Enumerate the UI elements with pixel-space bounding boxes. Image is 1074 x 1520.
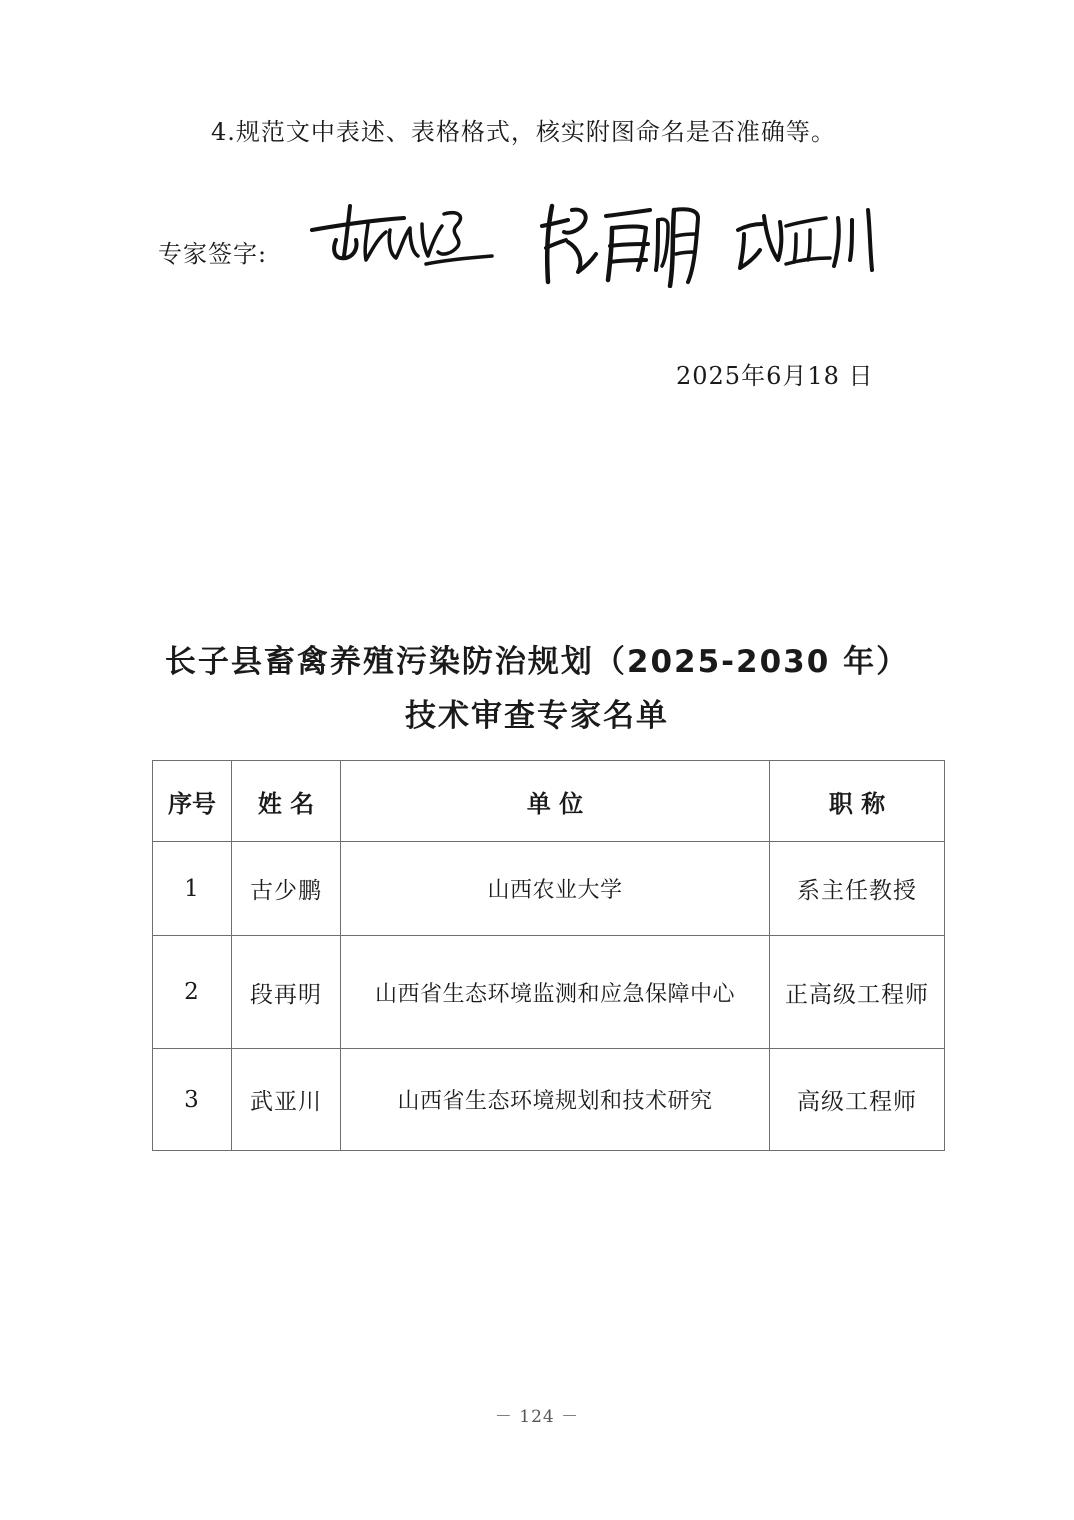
review-item-4: 4.规范文中表述、表格格式，核实附图命名是否准确等。 (211, 118, 836, 146)
cell-title: 高级工程师 (770, 1049, 945, 1151)
header-unit: 单 位 (341, 761, 770, 842)
cell-seq: 2 (153, 936, 232, 1049)
header-title: 职 称 (770, 761, 945, 842)
cell-seq: 3 (153, 1049, 232, 1151)
signature-1 (306, 194, 496, 272)
signature-3 (730, 204, 880, 274)
cell-name: 武亚川 (232, 1049, 341, 1151)
cell-seq: 1 (153, 842, 232, 936)
signature-date: 2025年6月18 日 (676, 362, 874, 390)
cell-title: 系主任教授 (770, 842, 945, 936)
signature-label: 专家签字: (158, 240, 268, 268)
document-title: 长子县畜禽养殖污染防治规划（2025-2030 年） (164, 644, 910, 680)
table-header-row (153, 761, 945, 842)
page-number: － 124 － (494, 1407, 580, 1427)
document-subtitle: 技术审查专家名单 (405, 698, 669, 734)
cell-name: 段再明 (232, 936, 341, 1049)
table-row (153, 842, 945, 936)
expert-list-table (152, 760, 945, 1151)
cell-unit: 山西省生态环境规划和技术研究 (341, 1049, 770, 1151)
header-name: 姓 名 (232, 761, 341, 842)
signature-2 (538, 196, 708, 288)
cell-title: 正高级工程师 (770, 936, 945, 1049)
cell-unit: 山西省生态环境监测和应急保障中心 (341, 936, 770, 1049)
table-row (153, 936, 945, 1049)
cell-unit: 山西农业大学 (341, 842, 770, 936)
cell-name: 古少鹏 (232, 842, 341, 936)
table-row (153, 1049, 945, 1151)
signature-row (158, 186, 918, 296)
header-seq: 序号 (153, 761, 232, 842)
